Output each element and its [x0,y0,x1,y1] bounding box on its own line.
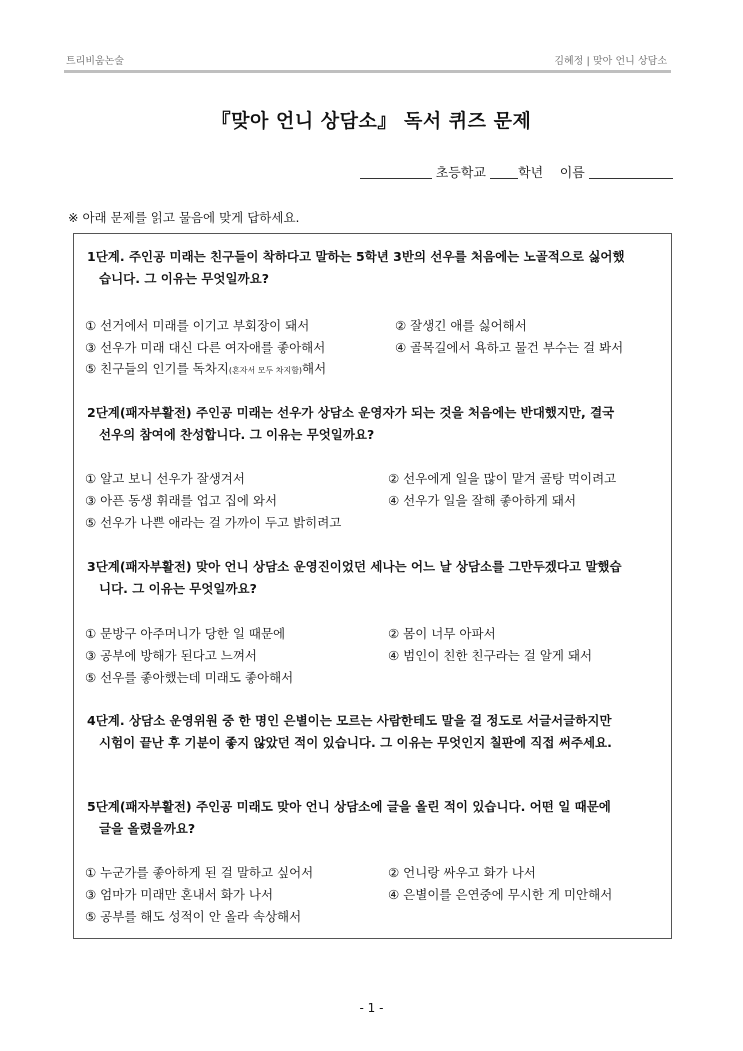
question-4 [87,710,665,754]
q1-option-5[interactable] [85,359,326,381]
question-5 [87,796,665,840]
question-4-line2: 시험이 끝난 후 기분이 좋지 않았던 적이 있습니다. 그 이유는 무엇인지 칠판에 직접 써주세요. [99,735,612,750]
name-blank[interactable] [589,164,673,179]
q2-option-5[interactable]: ⑤ 선우가 나쁜 애라는 걸 가까이 두고 밝히려고 [85,515,342,530]
question-4-line1: 4단계. 상담소 운영위원 중 한 명인 은별이는 모르는 사람한테도 말을 걸 정도로 서글서글하지만 [87,713,612,728]
question-1-line1: 1단계. 주인공 미래는 친구들이 착하다고 말하는 5학년 3반의 선우를 처음에는 노골적으로 싫어했 [87,249,625,264]
q3-option-1[interactable]: ① 문방구 아주머니가 당한 일 때문에 [85,626,286,641]
school-label: 초등학교 [435,166,486,181]
q5-option-3[interactable]: ③ 엄마가 미래만 혼내서 화가 나서 [85,887,274,902]
q3-option-4[interactable]: ④ 범인이 친한 친구라는 걸 알게 돼서 [388,648,593,663]
grade-label: 학년 [518,166,544,181]
question-3-line2: 니다. 그 이유는 무엇일까요? [99,581,257,596]
q3-option-5[interactable]: ⑤ 선우를 좋아했는데 미래도 좋아해서 [85,670,294,685]
q3-option-2[interactable]: ② 몸이 너무 아파서 [388,626,496,641]
q1-option-5-text: ⑤ 친구들의 인기를 독차지 [85,361,229,376]
q1-option-1[interactable]: ① 선거에서 미래를 이기고 부회장이 돼서 [85,318,310,333]
question-box [73,233,672,939]
instruction: ※ 아래 문제를 읽고 물음에 맞게 답하세요. [68,210,300,225]
student-info [360,162,673,181]
question-2-line2: 선우의 참여에 찬성합니다. 그 이유는 무엇일까요? [99,427,375,442]
page-title: 『맞아 언니 상담소』 독서 퀴즈 문제 [211,110,532,132]
q5-option-4[interactable]: ④ 은별이를 은연중에 무시한 게 미안해서 [388,887,613,902]
header-divider [64,70,671,73]
q2-option-4[interactable]: ④ 선우가 일을 잘해 좋아하게 돼서 [388,493,577,508]
q3-option-3[interactable]: ③ 공부에 방해가 된다고 느껴서 [85,648,258,663]
name-label: 이름 [559,166,585,181]
q2-option-3[interactable]: ③ 아픈 동생 휘래를 업고 집에 와서 [85,493,278,508]
q5-option-5[interactable]: ⑤ 공부를 해도 성적이 안 올라 속상해서 [85,909,302,924]
question-1 [87,246,665,290]
question-5-line1: 5단계(패자부활전) 주인공 미래도 맞아 언니 상담소에 글을 올린 적이 있습니다. 어떤 일 때문에 [87,799,611,814]
q5-option-1[interactable]: ① 누군가를 좋아하게 된 걸 말하고 싶어서 [85,865,314,880]
question-5-line2: 글을 올렸을까요? [99,821,196,836]
school-blank[interactable] [360,164,432,179]
question-3-line1: 3단계(패자부활전) 맞아 언니 상담소 운영진이었던 세나는 어느 날 상담소를 그만두겠다고 말했습 [87,559,622,574]
q1-option-3[interactable]: ③ 선우가 미래 대신 다른 여자애를 좋아해서 [85,340,326,355]
q2-option-1[interactable]: ① 알고 보니 선우가 잘생겨서 [85,471,245,486]
question-1-line2: 습니다. 그 이유는 무엇일까요? [99,271,269,286]
header-right-text: 김혜정 | 맞아 언니 상담소 [554,56,667,67]
question-2-line1: 2단계(패자부활전) 주인공 미래는 선우가 상담소 운영자가 되는 것을 처음에는 반대했지만, 결국 [87,405,615,420]
q2-option-2[interactable]: ② 선우에게 일을 많이 맡겨 골탕 먹이려고 [388,471,617,486]
q1-option-5-suffix: 해서 [302,361,327,376]
q1-option-2[interactable]: ② 잘생긴 애를 싫어해서 [395,318,527,333]
page-number: - 1 - [359,1001,384,1015]
grade-blank[interactable] [490,164,518,179]
question-3 [87,556,665,600]
header-left-text: 트리비움논술 [66,56,124,67]
question-2 [87,402,665,446]
q1-option-4[interactable]: ④ 골목길에서 욕하고 물건 부수는 걸 봐서 [395,340,624,355]
q5-option-2[interactable]: ② 언니랑 싸우고 화가 나서 [388,865,536,880]
q1-option-5-note: (혼자서 모두 차지함) [228,366,303,375]
